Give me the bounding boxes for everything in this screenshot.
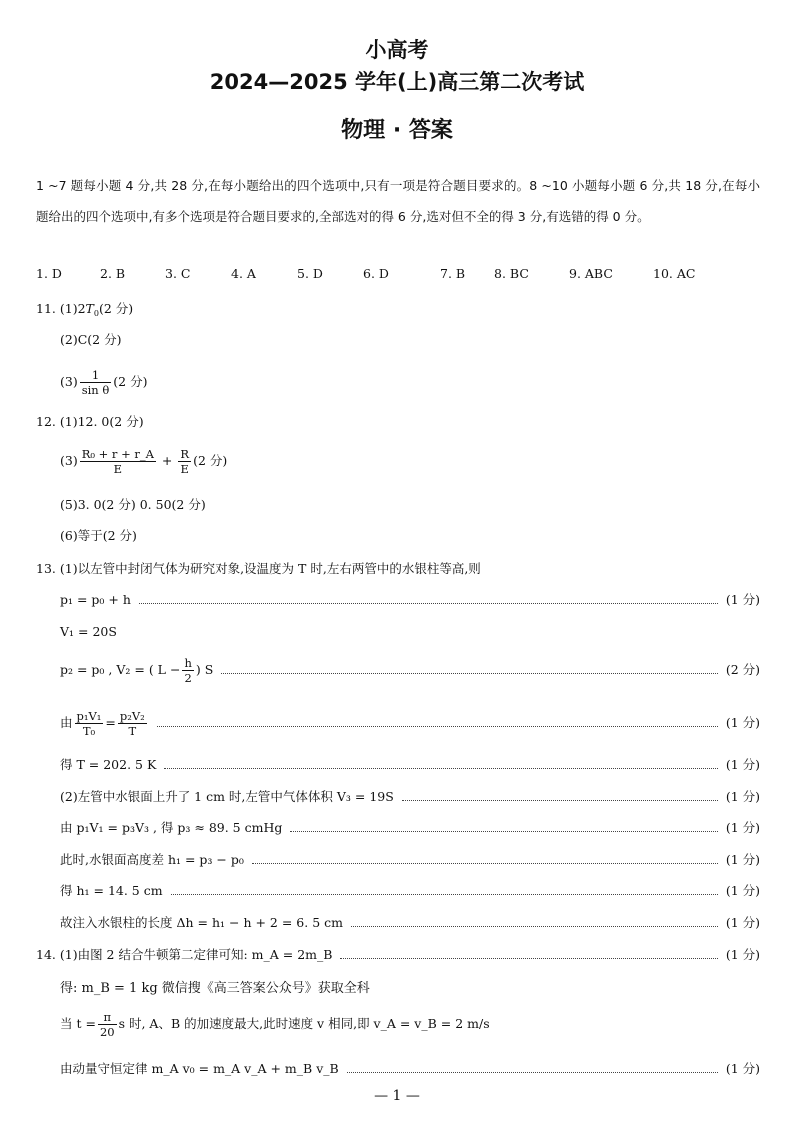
- q13-step-3-fraction: [182, 656, 193, 685]
- step-text-a: p₂ = p₀ , V₂ = ( L −: [60, 662, 181, 677]
- q13-step-4: [60, 705, 760, 741]
- step-text: 得 h₁ = 14. 5 cm: [60, 883, 163, 898]
- q11-part1: [36, 298, 133, 320]
- step-text-a: 当 t =: [60, 1016, 96, 1031]
- q13-intro: [36, 558, 481, 580]
- q13-step-5: [60, 754, 760, 776]
- dot-leader: [402, 800, 718, 801]
- dot-leader: [252, 863, 718, 864]
- step-text: 故注入水银柱的长度 Δh = h₁ − h + 2 = 6. 5 cm: [60, 915, 343, 930]
- step-text: 得 T = 202. 5 K: [60, 757, 157, 772]
- q14-step-2: 得: m_B = 1 kg 微信搜《高三答案公众号》获取全科: [60, 981, 370, 996]
- step-points: (1 分): [725, 915, 760, 930]
- q13-step-10: [60, 912, 760, 934]
- step-text: 由 p₁V₁ = p₃V₃ , 得 p₃ ≈ 89. 5 cmHg: [60, 820, 283, 835]
- fraction-denominator: T₀: [82, 723, 96, 738]
- step-points: (1 分): [725, 715, 760, 730]
- step-points: (1 分): [725, 1061, 760, 1076]
- fraction-numerator: π: [98, 1010, 117, 1025]
- dot-leader: [171, 894, 718, 895]
- q13-step-4-fraction-1: [75, 709, 104, 738]
- step-text: 此时,水银面高度差 h₁ = p₃ − p₀: [60, 852, 244, 867]
- dot-leader: [139, 603, 718, 604]
- choice-answer: 3. C: [165, 266, 191, 281]
- step-points: (1 分): [725, 789, 760, 804]
- step-text: 由动量守恒定律 m_A v₀ = m_A v_A + m_B v_B: [60, 1061, 339, 1076]
- dot-leader: [347, 1072, 718, 1073]
- fraction-denominator: 20: [99, 1025, 115, 1039]
- q14-step-1: [36, 944, 760, 966]
- q11-part3-prefix: (3): [60, 374, 78, 389]
- scoring-instructions: 1 ~7 题每小题 4 分,共 28 分,在每小题给出的四个选项中,只有一项是符合题目要求的。8 ~10 小题每小题 6 分,共 18 分,在每小题给出的四个选项中,有多个选项是符合题目要求的,全部选对的得 6 分,选对但不全的得 3 分,有选错的得 0 分。: [36, 178, 760, 224]
- q12-part1: [36, 411, 144, 433]
- step-points: (1 分): [725, 820, 760, 835]
- fraction-denominator: sin θ: [81, 383, 110, 397]
- q13-step-2: V₁ = 20S: [60, 624, 117, 639]
- fraction-denominator: 2: [184, 670, 192, 685]
- header-exam-title: 2024—2025 学年(上)高三第二次考试: [209, 70, 585, 94]
- fraction-denominator: E: [113, 462, 123, 476]
- dot-leader: [290, 831, 717, 832]
- q11-part1-points: (2 分): [98, 301, 134, 316]
- header-subject: 物理 · 答案: [341, 118, 453, 143]
- fraction-denominator: T: [128, 723, 137, 738]
- fraction-numerator: p₂V₂: [119, 708, 145, 723]
- fraction-numerator: R₀ + r + r_A: [81, 447, 154, 461]
- q14-step-3-fraction: [98, 1010, 117, 1039]
- choice-answer: 2. B: [100, 266, 126, 281]
- choice-answer: 5. D: [297, 266, 323, 281]
- choice-answers: [36, 266, 760, 288]
- q11-part1-sub: 0: [93, 309, 99, 318]
- step-points: (1 分): [725, 757, 760, 772]
- fraction-numerator: R: [180, 447, 190, 461]
- step-text: (1)由图 2 结合牛顿第二定律可知: m_A = 2m_B: [59, 947, 333, 962]
- step-points: (1 分): [725, 883, 760, 898]
- q13-intro-text: (1)以左管中封闭气体为研究对象,设温度为 T 时,左右两管中的水银柱等高,则: [59, 561, 481, 576]
- q12-part3-prefix: (3): [60, 453, 78, 468]
- q13-number: 13.: [36, 561, 56, 576]
- q12-number: 12.: [36, 414, 56, 429]
- dot-leader: [340, 958, 717, 959]
- step-text-b: ) S: [195, 662, 214, 677]
- step-points: (1 分): [725, 592, 760, 607]
- q12-part1-text: (1)12. 0(2 分): [59, 414, 144, 429]
- q12-part6: (6)等于(2 分): [60, 528, 137, 543]
- q13-step-8: [60, 849, 760, 871]
- header-org: 小高考: [365, 38, 429, 62]
- q13-step-4-fraction-2: [118, 709, 147, 738]
- step-text-b: s 时, A、B 的加速度最大,此时速度 v 相同,即 v_A = v_B = 2 m/s: [118, 1016, 490, 1031]
- choice-answer: 7. B: [440, 266, 466, 281]
- choice-answer: 10. AC: [653, 266, 696, 281]
- q14-step-3: [60, 1010, 490, 1044]
- q11-number: 11.: [36, 301, 56, 316]
- q13-step-1: [60, 589, 760, 611]
- q12-part3-fraction-1: [80, 447, 156, 476]
- choice-answer: 4. A: [231, 266, 256, 281]
- page-number: — 1 —: [374, 1088, 420, 1104]
- equals-sign: =: [105, 715, 116, 730]
- q13-step-6: [60, 786, 760, 808]
- q13-step-9: [60, 880, 760, 902]
- step-text: (2)左管中水银面上升了 1 cm 时,左管中气体体积 V₃ = 19S: [60, 789, 394, 804]
- fraction-numerator: h: [184, 655, 192, 670]
- choice-answer: 8. BC: [494, 266, 529, 281]
- step-points: (1 分): [725, 852, 760, 867]
- q14-number: 14.: [36, 947, 56, 962]
- dot-leader: [351, 926, 718, 927]
- q12-part5: (5)3. 0(2 分) 0. 50(2 分): [60, 497, 206, 512]
- fraction-numerator: 1: [80, 368, 112, 383]
- q11-part3: [60, 368, 147, 398]
- q11-part1-prefix: (1)2: [59, 301, 86, 316]
- q12-part3-fraction-2: [178, 447, 191, 476]
- q13-step-7: [60, 817, 760, 839]
- q14-step-4: [60, 1058, 760, 1080]
- q11-part1-var: T: [85, 301, 94, 316]
- choice-answer: 6. D: [363, 266, 389, 281]
- step-text: p₁ = p₀ + h: [60, 592, 131, 607]
- step-points: (1 分): [725, 947, 760, 962]
- q11-part2: (2)C(2 分): [60, 332, 122, 347]
- dot-leader: [164, 768, 718, 769]
- q12-part3-points: (2 分): [193, 453, 228, 468]
- q12-part3: [60, 447, 227, 481]
- dot-leader: [157, 726, 718, 727]
- fraction-numerator: p₁V₁: [76, 708, 102, 723]
- plus-sign: +: [161, 453, 173, 468]
- choice-answer: 9. ABC: [569, 266, 613, 281]
- choice-answer: 1. D: [36, 266, 62, 281]
- fraction-denominator: E: [180, 462, 189, 476]
- q13-step-3: [60, 652, 760, 688]
- step-points: (2 分): [725, 662, 760, 677]
- step-text-a: 由: [60, 715, 73, 730]
- q11-part3-fraction: [80, 368, 112, 397]
- q11-part3-points: (2 分): [113, 374, 148, 389]
- dot-leader: [221, 673, 718, 674]
